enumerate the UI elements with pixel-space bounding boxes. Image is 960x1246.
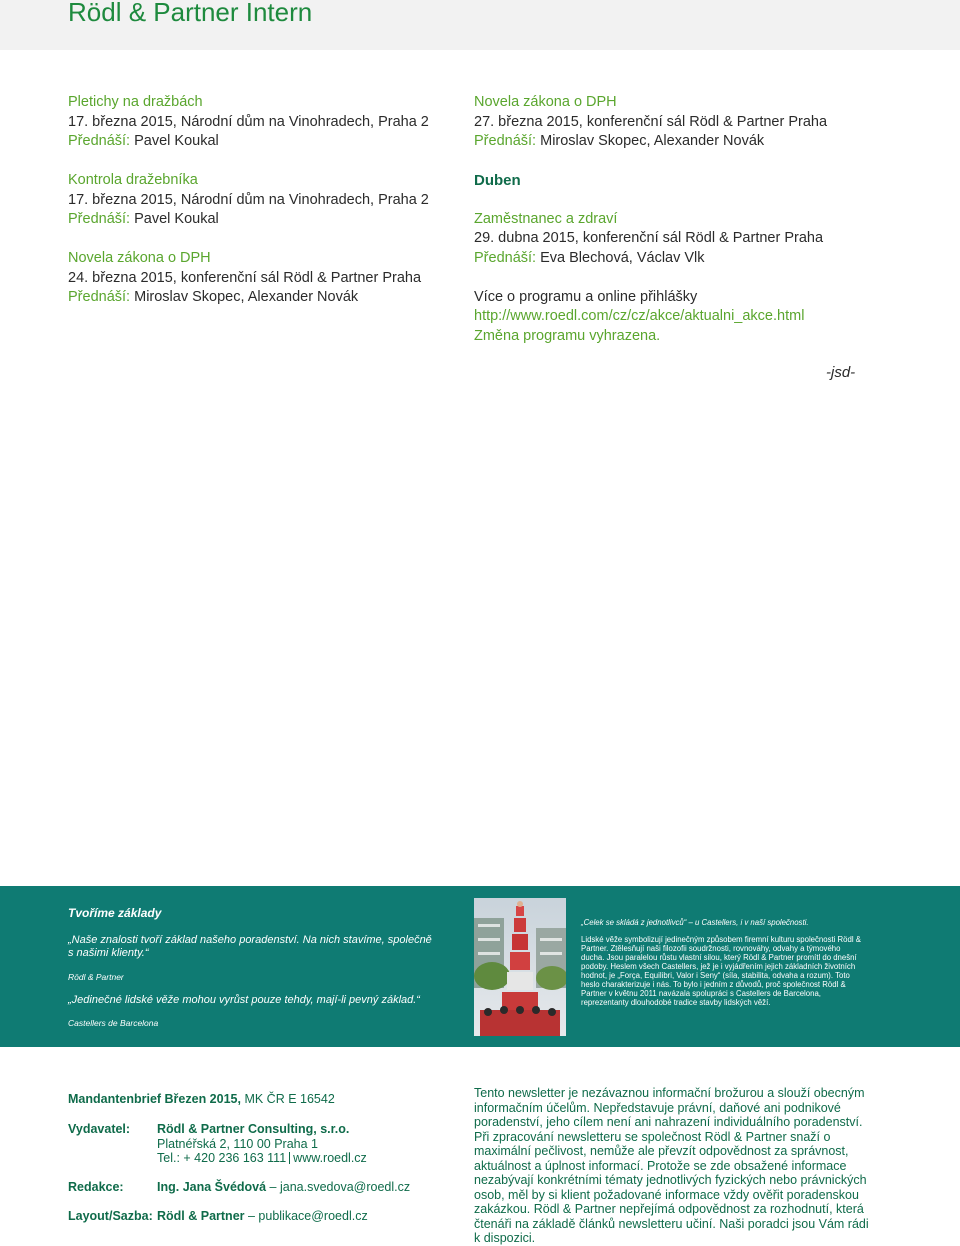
speaker-label: Přednáší: <box>68 289 131 305</box>
speaker-label: Přednáší: <box>68 211 131 227</box>
layout-name: Rödl & Partner <box>157 1209 245 1223</box>
publisher-info <box>157 1122 457 1166</box>
imprint-title-reg: MK ČR E 16542 <box>244 1092 335 1106</box>
more-info <box>474 288 894 347</box>
event-speaker: Pavel Koukal <box>134 211 219 227</box>
event-title: Novela zákona o DPH <box>68 250 211 266</box>
publisher-name: Rödl & Partner Consulting, s.r.o. <box>157 1122 350 1136</box>
publisher-tel: Tel.: + 420 236 163 111 <box>157 1151 287 1165</box>
more-info-text: Více o programu a online přihlášky <box>474 288 698 305</box>
editor-email[interactable]: jana.svedova@roedl.cz <box>279 1180 411 1194</box>
page-header <box>0 0 960 50</box>
events-right-column <box>474 93 894 346</box>
event-date: 29. dubna 2015, konferenční sál Rödl & Partner Praha <box>474 230 824 246</box>
band-quote-2: „Jedinečné lidské věže mohou vyrůst pouze tehdy, mají-li pevný základ.“ <box>68 994 420 1006</box>
layout-label: Layout/Sazba: <box>68 1209 153 1223</box>
event-date: 17. března 2015, Národní dům na Vinohradech, Praha 2 <box>68 191 429 208</box>
imprint-title-bold: Mandantenbrief Březen 2015, <box>68 1092 241 1106</box>
speaker-label: Přednáší: <box>474 133 537 149</box>
event-title: Pletichy na dražbách <box>68 94 203 110</box>
editor-name: Ing. Jana Švédová <box>157 1180 267 1194</box>
band-right-text <box>581 918 863 1007</box>
band-right-body: Lidské věže symbolizují jedinečným způsobem firemní kulturu společnosti Rödl & Partner. Ztělesňují naši filozofii soudržnosti, rovnováhy, odvahy a týmového ducha. Jsou paralelou růstu vlastní silou, který Rödl & Partner promítl do dnešní podoby. Heslem všech Castellers, jež je i vyjádřením jejich základních životních hodnot, je „Força, Equilibri, Valor i Seny“ (síla, stabilita, odvaha a rozum). Toto heslo charakterizuje i nás. To bylo i jedním z důvodů, proč společnost Rödl & Partner v květnu 2011 navázala spolupráci s Castellers de Barcelona, reprezentanty dlouhodobé tradice stavby lidských věží. <box>581 935 861 1007</box>
disclaimer: Tento newsletter je nezávaznou informační brožurou a slouží obecným informačním účelům. Nepředstavuje právní, daňové ani podnikové poradenství, jeho cílem není ani nahrazení individuálního poradenství. Při zpracování newsletteru se společnost Rödl & Partner snaží o maximální pečlivost, nemůže ale převzít odpovědnost za správnost, aktuálnost a úplnost informací. Protože se zde obsažené informace nezabývají konkrétními tématy jednotlivých fyzických nebo právnických osob, měl by si klient požadované informace vždy ověřit poradenskou zakázkou. Rödl & Partner nepřejímá odpovědnost za rozhodnutí, která čtenáři na základě článků newsletteru učiní. Naši poradci jsou Vám rádi k dispozici. <box>474 1086 869 1245</box>
event-speaker: Miroslav Skopec, Alexander Novák <box>540 133 765 149</box>
month-heading: Duben <box>474 172 521 189</box>
event-title: Kontrola dražebníka <box>68 172 198 188</box>
author-signature: -jsd- <box>826 364 856 381</box>
event-date: 27. března 2015, konferenční sál Rödl & Partner Praha <box>474 113 828 130</box>
events-left-column <box>68 93 458 327</box>
program-note: Změna programu vyhrazena. <box>474 327 661 344</box>
band-source-1: Rödl & Partner <box>68 972 124 982</box>
event-item <box>68 171 458 230</box>
event-speaker: Miroslav Skopec, Alexander Novák <box>134 289 359 305</box>
values-band <box>0 886 960 1047</box>
band-title: Tvoříme základy <box>68 906 162 920</box>
publisher-address: Platnéřská 2, 110 00 Praha 1 <box>157 1136 318 1151</box>
speaker-label: Přednáší: <box>68 133 131 149</box>
event-date: 24. března 2015, konferenční sál Rödl & Partner Praha <box>68 269 422 286</box>
event-title: Novela zákona o DPH <box>474 94 617 110</box>
editor-label: Redakce: <box>68 1180 124 1194</box>
event-title: Zaměstnanec a zdraví <box>474 210 618 227</box>
layout-email[interactable]: publikace@roedl.cz <box>258 1209 368 1223</box>
program-link[interactable]: http://www.roedl.com/cz/cz/akce/aktualni_akce.html <box>474 308 805 324</box>
imprint <box>68 1092 468 1223</box>
page-title: Rödl & Partner Intern <box>68 0 313 27</box>
band-right-quote: „Celek se skládá z jednotlivců“ – u Castellers, i v naší společnosti. <box>581 918 809 927</box>
publisher-label: Vydavatel: <box>68 1122 131 1136</box>
event-item <box>474 93 894 152</box>
publisher-web[interactable]: www.roedl.cz <box>293 1151 367 1165</box>
band-quote-1: „Naše znalosti tvoří základ našeho poradenství. Na nich stavíme, společně s našimi klienty.“ <box>68 934 432 959</box>
event-item <box>68 249 458 308</box>
layout-info: Rödl & Partner – publikace@roedl.cz <box>157 1209 368 1223</box>
event-item <box>474 210 894 269</box>
event-speaker: Pavel Koukal <box>134 133 219 149</box>
event-item <box>68 93 458 152</box>
event-date: 17. března 2015, Národní dům na Vinohradech, Praha 2 <box>68 113 429 130</box>
imprint-title <box>68 1092 468 1107</box>
castellers-photo <box>474 898 566 1036</box>
editor-info: Ing. Jana Švédová – jana.svedova@roedl.cz <box>157 1180 411 1194</box>
band-source-2: Castellers de Barcelona <box>68 1018 159 1028</box>
event-speaker: Eva Blechová, Václav Vlk <box>540 249 705 266</box>
speaker-label: Přednáší: <box>474 249 537 266</box>
